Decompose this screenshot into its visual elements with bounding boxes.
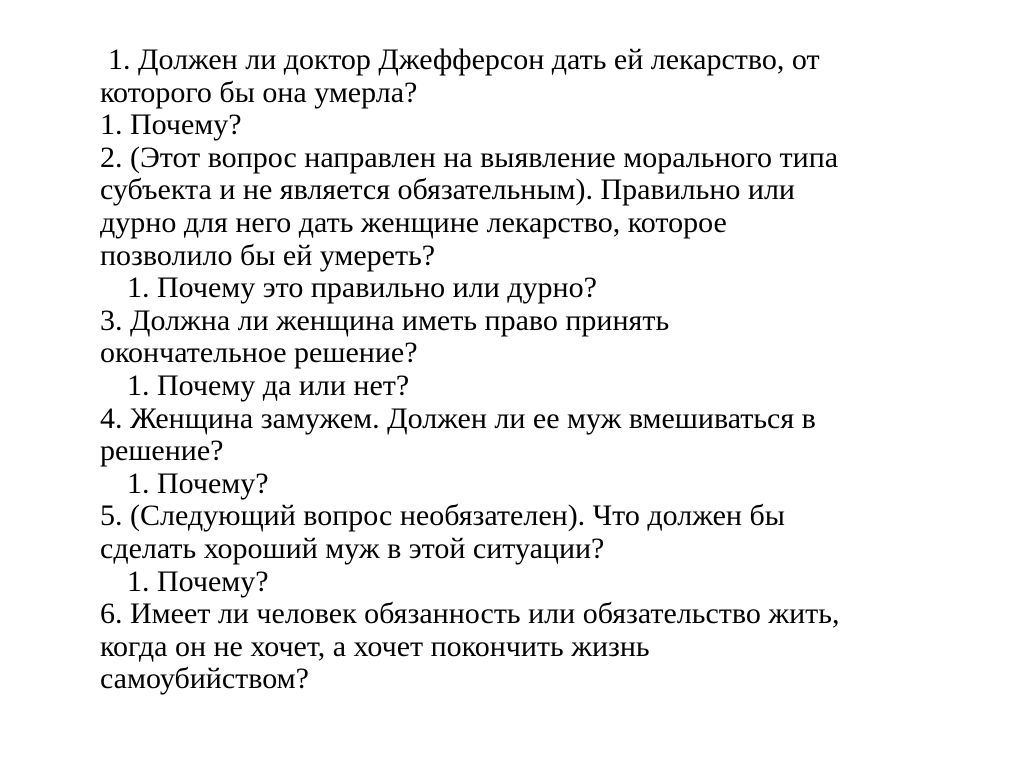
text-line: когда он не хочет, а хочет покончить жизнь <box>100 629 650 663</box>
text-line: позволило бы ей умереть? <box>100 238 436 272</box>
slide-text-body <box>100 44 1000 696</box>
text-line: решение? <box>100 434 224 468</box>
text-line: дурно для него дать женщине лекарство, которое <box>100 205 727 239</box>
text-line: 2. (Этот вопрос направлен на выявление морального типа <box>100 140 839 174</box>
text-line: 4. Женщина замужем. Должен ли ее муж вмешиваться в <box>100 401 816 435</box>
text-line: сделать хороший муж в этой ситуации? <box>100 531 605 565</box>
text-line: 1. Почему это правильно или дурно? <box>127 271 597 305</box>
text-line: 1. Почему? <box>127 564 269 598</box>
text-line: которого бы она умерла? <box>100 75 418 109</box>
text-line: окончательное решение? <box>100 336 418 370</box>
text-line: 6. Имеет ли человек обязанность или обязательство жить, <box>100 597 840 631</box>
text-line: 1. Должен ли доктор Джефферсон дать ей лекарство, от <box>108 43 820 76</box>
text-line: субъекта и не является обязательным). Правильно или <box>100 173 795 207</box>
text-line: 1. Почему? <box>100 108 242 142</box>
text-line: 1. Почему? <box>127 466 269 500</box>
text-line: 3. Должна ли женщина иметь право принять <box>100 303 670 337</box>
text-line: 5. (Следующий вопрос необязателен). Что должен бы <box>100 499 785 533</box>
text-line: самоубийством? <box>100 662 309 696</box>
text-line: 1. Почему да или нет? <box>127 368 410 402</box>
